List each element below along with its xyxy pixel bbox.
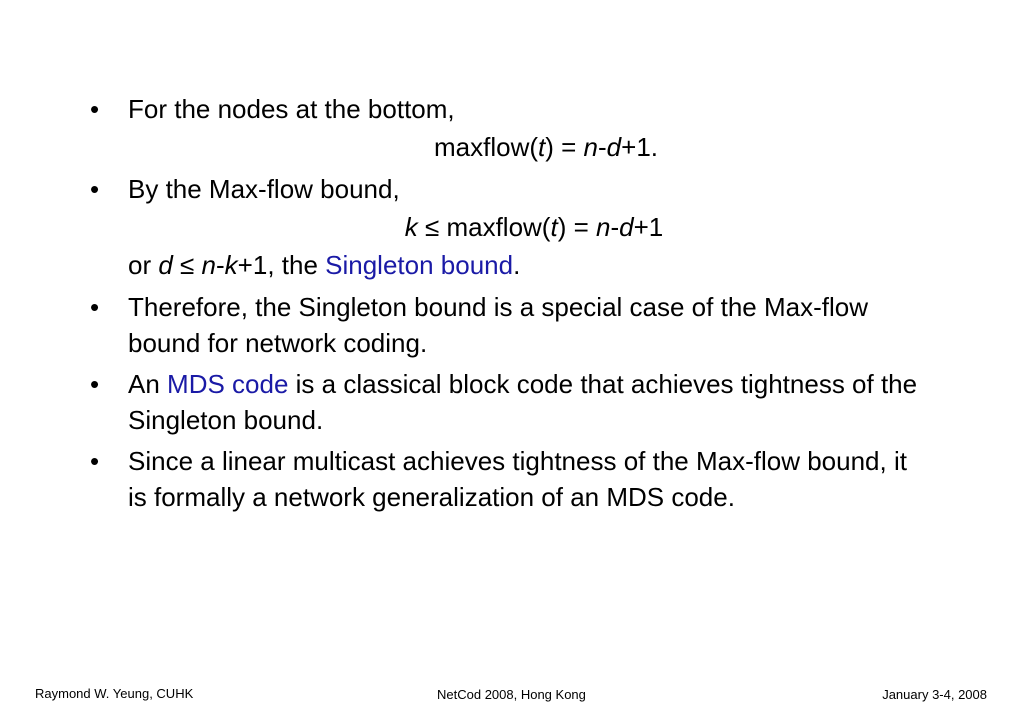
- bullet-dot: •: [90, 369, 100, 399]
- b4-post: is a classical block code that achieves tightness of the Singleton bound.: [128, 369, 918, 435]
- bullet-1-text: For the nodes at the bottom,: [128, 94, 455, 124]
- bullet-5: [90, 443, 930, 515]
- bullet-1: [90, 90, 930, 128]
- eq2-leq: ≤: [417, 212, 447, 242]
- eq1-equals: ) =: [545, 132, 584, 162]
- or-d: d: [158, 250, 173, 280]
- bullet-2-text: By the Max-flow bound,: [128, 174, 400, 204]
- bullet-5-text: Since a linear multicast achieves tightness of the Max-flow bound, it is formally a network generalization of an MDS code.: [128, 446, 907, 512]
- bullet-dot: •: [90, 94, 100, 124]
- eq1-t: t: [538, 132, 546, 162]
- mds-code-link[interactable]: MDS code: [167, 369, 289, 399]
- bullet-2: [90, 170, 930, 208]
- bullet-dot: •: [90, 446, 100, 476]
- bullet-4: [90, 366, 930, 438]
- eq2-equals: ) =: [557, 212, 596, 242]
- equation-k-bound: [90, 208, 930, 246]
- eq2-k: k: [404, 212, 418, 242]
- eq1-maxflow: maxflow(: [433, 132, 538, 162]
- footer-event: NetCod 2008, Hong Kong: [437, 687, 586, 702]
- or-leq: ≤: [172, 250, 202, 280]
- eq1-d: d: [606, 132, 622, 162]
- eq2-t: t: [550, 212, 558, 242]
- footer-author: Raymond W. Yeung, CUHK: [35, 686, 194, 701]
- equation-maxflow: [90, 128, 930, 166]
- eq2-d: d: [619, 212, 634, 242]
- eq2-minus: -: [610, 212, 620, 242]
- footer-date: January 3-4, 2008: [882, 687, 987, 702]
- slide-body: [90, 90, 930, 515]
- or-plus-the: +1, the: [237, 250, 326, 280]
- singleton-line: [90, 246, 930, 284]
- bullet-3: [90, 289, 930, 361]
- or-word: or: [128, 250, 159, 280]
- b4-pre: An: [128, 369, 168, 399]
- or-period: .: [513, 250, 521, 280]
- eq1-plus-one: +1.: [621, 132, 659, 162]
- eq1-n: n: [583, 132, 598, 162]
- or-minus: -: [216, 250, 225, 280]
- bullet-dot: •: [90, 292, 100, 322]
- singleton-bound-link[interactable]: Singleton bound: [325, 250, 514, 280]
- or-n: n: [201, 250, 216, 280]
- eq2-plus-one: +1: [633, 212, 664, 242]
- or-k: k: [224, 250, 238, 280]
- eq2-maxflow: maxflow(: [446, 212, 551, 242]
- bullet-dot: •: [90, 174, 100, 204]
- eq2-n: n: [596, 212, 611, 242]
- bullet-4-text: [128, 366, 930, 438]
- eq1-minus: -: [598, 132, 607, 162]
- bullet-3-text: Therefore, the Singleton bound is a special case of the Max-flow bound for network coding.: [128, 292, 868, 358]
